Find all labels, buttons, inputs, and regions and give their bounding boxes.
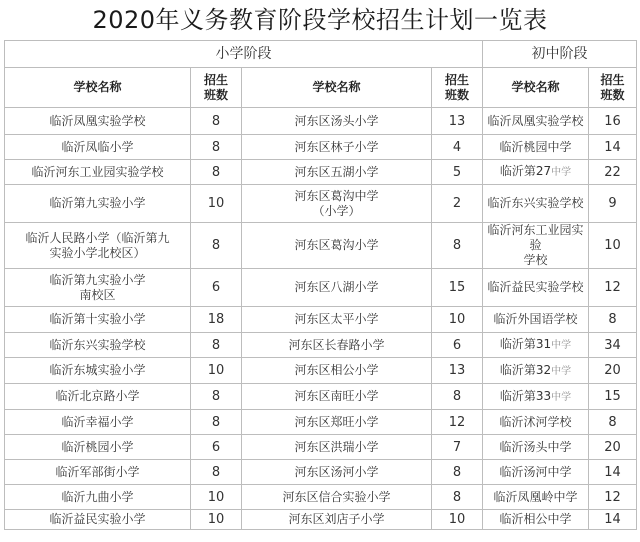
school-name: 临沂益民实验小学 xyxy=(49,512,146,526)
school-name-cell xyxy=(242,384,432,410)
enrollment-table xyxy=(4,40,637,530)
table-row xyxy=(5,384,637,410)
header-class-count-line1: 招生 xyxy=(600,72,625,87)
school-name: 临沂汤河中学 xyxy=(499,464,572,479)
table-row xyxy=(5,410,637,435)
class-count-cell: 4 xyxy=(432,135,483,160)
class-count-cell: 5 xyxy=(432,160,483,185)
school-name: 临沂东兴实验学校 xyxy=(49,337,146,352)
school-name-cell xyxy=(5,358,191,384)
class-count-cell: 10 xyxy=(191,185,242,223)
school-name-cell xyxy=(5,435,191,460)
school-name-cell xyxy=(5,185,191,223)
class-count-cell: 14 xyxy=(589,510,637,530)
school-name-cell xyxy=(5,135,191,160)
school-name: 河东区林子小学 xyxy=(294,139,379,154)
school-name: 河东区长春路小学 xyxy=(288,337,385,352)
school-name-cell xyxy=(242,307,432,333)
table-row xyxy=(5,108,637,135)
school-name: 临沂外国语学校 xyxy=(493,312,578,326)
table-row xyxy=(5,269,637,307)
header-school-name: 学校名称 xyxy=(483,68,589,108)
class-count-cell: 8 xyxy=(191,223,242,269)
school-name-cell xyxy=(242,410,432,435)
school-name: 河东区汤河小学 xyxy=(294,464,379,479)
school-name-cell xyxy=(483,135,589,160)
school-name: 临沂凤凰岭中学 xyxy=(493,489,578,504)
school-name-cell xyxy=(5,269,191,307)
school-name: 河东区刘店子小学 xyxy=(288,512,385,526)
class-count-cell: 9 xyxy=(589,185,637,223)
class-count-cell: 12 xyxy=(432,410,483,435)
class-count-cell: 6 xyxy=(432,333,483,358)
school-name-cell xyxy=(483,333,589,358)
school-name-cell xyxy=(483,485,589,510)
class-count-cell: 15 xyxy=(432,269,483,307)
school-name: 河东区信合实验小学 xyxy=(282,489,391,504)
table-row xyxy=(5,307,637,333)
class-count-cell: 18 xyxy=(191,307,242,333)
school-name: 河东区汤头小学 xyxy=(294,113,379,128)
school-name: 临沂第九实验小学 xyxy=(49,272,146,287)
school-name-cell xyxy=(242,269,432,307)
school-name: 河东区郑旺小学 xyxy=(294,414,379,429)
class-count-cell: 8 xyxy=(432,460,483,485)
school-name: 临沂九曲小学 xyxy=(61,489,134,504)
header-class-count-line2: 班数 xyxy=(444,87,469,102)
class-count-cell: 15 xyxy=(589,384,637,410)
header-class-count-line2: 班数 xyxy=(600,87,625,102)
class-count-cell: 12 xyxy=(589,485,637,510)
school-name-cell xyxy=(483,269,589,307)
school-name: 河东区南旺小学 xyxy=(294,389,379,403)
school-name: 河东区八湖小学 xyxy=(294,280,379,294)
school-name: 临沂益民实验学校 xyxy=(487,280,584,294)
school-name-line2: （小学） xyxy=(312,203,361,218)
class-count-cell: 8 xyxy=(191,410,242,435)
school-name-suffix: 中学 xyxy=(551,167,572,178)
school-name: 临沂人民路小学（临沂第九 xyxy=(25,230,170,245)
school-name: 临沂第27 xyxy=(499,164,552,178)
school-name: 临沂相公中学 xyxy=(499,512,572,526)
school-name-suffix: 中学 xyxy=(551,391,572,403)
class-count-cell: 8 xyxy=(191,160,242,185)
table-row xyxy=(5,185,637,223)
school-name-suffix: 中学 xyxy=(551,340,572,351)
class-count-cell: 14 xyxy=(589,135,637,160)
school-name-cell xyxy=(483,185,589,223)
class-count-cell: 14 xyxy=(589,460,637,485)
class-count-cell: 8 xyxy=(589,307,637,333)
school-name-cell xyxy=(242,510,432,530)
table-row xyxy=(5,358,637,384)
school-name-cell xyxy=(5,307,191,333)
table-row xyxy=(5,485,637,510)
school-name-cell xyxy=(242,460,432,485)
school-name-cell xyxy=(242,435,432,460)
class-count-cell: 8 xyxy=(432,384,483,410)
header-class-count xyxy=(432,68,483,108)
class-count-cell: 8 xyxy=(191,333,242,358)
school-name-cell xyxy=(242,358,432,384)
class-count-cell: 8 xyxy=(432,485,483,510)
class-count-cell: 10 xyxy=(432,510,483,530)
section-junior: 初中阶段 xyxy=(483,41,637,68)
table-row xyxy=(5,333,637,358)
school-name: 临沂东兴实验学校 xyxy=(487,196,584,210)
page-title: 2020年义务教育阶段学校招生计划一览表 xyxy=(92,6,548,34)
class-count-cell: 13 xyxy=(432,108,483,135)
school-name: 临沂凤临小学 xyxy=(61,139,134,154)
school-name: 河东区葛沟中学 xyxy=(294,188,379,203)
school-name-cell xyxy=(483,410,589,435)
school-name: 临沂第33 xyxy=(499,388,552,403)
school-name-cell xyxy=(483,510,589,530)
school-name: 临沂桃园小学 xyxy=(61,439,134,454)
class-count-cell: 12 xyxy=(589,269,637,307)
school-name-cell xyxy=(5,410,191,435)
school-name-suffix: 中学 xyxy=(551,365,572,377)
class-count-cell: 8 xyxy=(191,460,242,485)
school-name-cell xyxy=(242,333,432,358)
table-row xyxy=(5,160,637,185)
class-count-cell: 34 xyxy=(589,333,637,358)
school-name-cell xyxy=(5,510,191,530)
table-row xyxy=(5,223,637,269)
school-name: 临沂桃园中学 xyxy=(499,139,572,154)
header-school-name: 学校名称 xyxy=(5,68,191,108)
school-name: 河东区洪瑞小学 xyxy=(294,439,379,454)
school-name-cell xyxy=(5,160,191,185)
school-name: 临沂河东工业园实验 xyxy=(487,223,584,252)
class-count-cell: 6 xyxy=(191,435,242,460)
school-name-cell xyxy=(242,185,432,223)
header-class-count-line1: 招生 xyxy=(203,72,228,87)
school-name: 临沂幸福小学 xyxy=(61,414,134,429)
class-count-cell: 8 xyxy=(191,135,242,160)
class-count-cell: 16 xyxy=(589,108,637,135)
school-name: 临沂河东工业园实验学校 xyxy=(31,164,164,179)
school-name-line2: 实验小学北校区） xyxy=(49,245,146,260)
school-name-cell xyxy=(5,333,191,358)
table-row xyxy=(5,460,637,485)
school-name: 临沂东城实验小学 xyxy=(49,363,146,377)
school-name-cell xyxy=(483,435,589,460)
header-class-count-line2: 班数 xyxy=(203,87,228,102)
school-name: 临沂沭河学校 xyxy=(499,414,572,429)
header-class-count xyxy=(191,68,242,108)
school-name-cell xyxy=(5,384,191,410)
school-name: 河东区葛沟小学 xyxy=(294,238,379,252)
class-count-cell: 10 xyxy=(589,223,637,269)
class-count-cell: 10 xyxy=(191,358,242,384)
table-row xyxy=(5,435,637,460)
school-name-cell xyxy=(483,160,589,185)
school-name-cell xyxy=(5,485,191,510)
class-count-cell: 20 xyxy=(589,435,637,460)
school-name-cell xyxy=(483,460,589,485)
class-count-cell: 8 xyxy=(191,108,242,135)
school-name: 临沂北京路小学 xyxy=(55,389,140,403)
class-count-cell: 8 xyxy=(589,410,637,435)
table-row xyxy=(5,510,637,530)
school-name-cell xyxy=(242,135,432,160)
school-name-cell xyxy=(483,384,589,410)
school-name-cell xyxy=(483,223,589,269)
school-name-line2: 南校区 xyxy=(79,287,116,302)
school-name: 临沂第十实验小学 xyxy=(49,312,146,326)
header-class-count-line1: 招生 xyxy=(444,72,469,87)
school-name: 临沂凤凰实验学校 xyxy=(49,113,146,128)
school-name-cell xyxy=(242,160,432,185)
school-name-cell xyxy=(242,223,432,269)
school-name-cell xyxy=(242,108,432,135)
school-name: 临沂凤凰实验学校 xyxy=(487,113,584,128)
school-name-line2: 学校 xyxy=(523,253,548,267)
school-name: 临沂汤头中学 xyxy=(499,439,572,454)
school-name-cell xyxy=(483,108,589,135)
school-name: 河东区相公小学 xyxy=(294,363,379,377)
school-name: 临沂军部街小学 xyxy=(55,464,140,479)
school-name: 河东区五湖小学 xyxy=(294,164,379,179)
class-count-cell: 8 xyxy=(191,384,242,410)
school-name-cell xyxy=(242,485,432,510)
class-count-cell: 10 xyxy=(191,510,242,530)
school-name: 临沂第31 xyxy=(499,337,552,351)
header-class-count xyxy=(589,68,637,108)
school-name-cell xyxy=(483,307,589,333)
table-row xyxy=(5,135,637,160)
school-name-cell xyxy=(5,108,191,135)
class-count-cell: 6 xyxy=(191,269,242,307)
class-count-cell: 7 xyxy=(432,435,483,460)
school-name-cell xyxy=(5,460,191,485)
school-name: 临沂第32 xyxy=(499,362,552,377)
class-count-cell: 8 xyxy=(432,223,483,269)
class-count-cell: 22 xyxy=(589,160,637,185)
class-count-cell: 20 xyxy=(589,358,637,384)
class-count-cell: 13 xyxy=(432,358,483,384)
school-name: 河东区太平小学 xyxy=(294,312,379,326)
school-name-cell xyxy=(5,223,191,269)
class-count-cell: 10 xyxy=(191,485,242,510)
class-count-cell: 10 xyxy=(432,307,483,333)
class-count-cell: 2 xyxy=(432,185,483,223)
header-school-name: 学校名称 xyxy=(242,68,432,108)
school-name: 临沂第九实验小学 xyxy=(49,196,146,210)
school-name-cell xyxy=(483,358,589,384)
section-primary: 小学阶段 xyxy=(5,41,483,68)
